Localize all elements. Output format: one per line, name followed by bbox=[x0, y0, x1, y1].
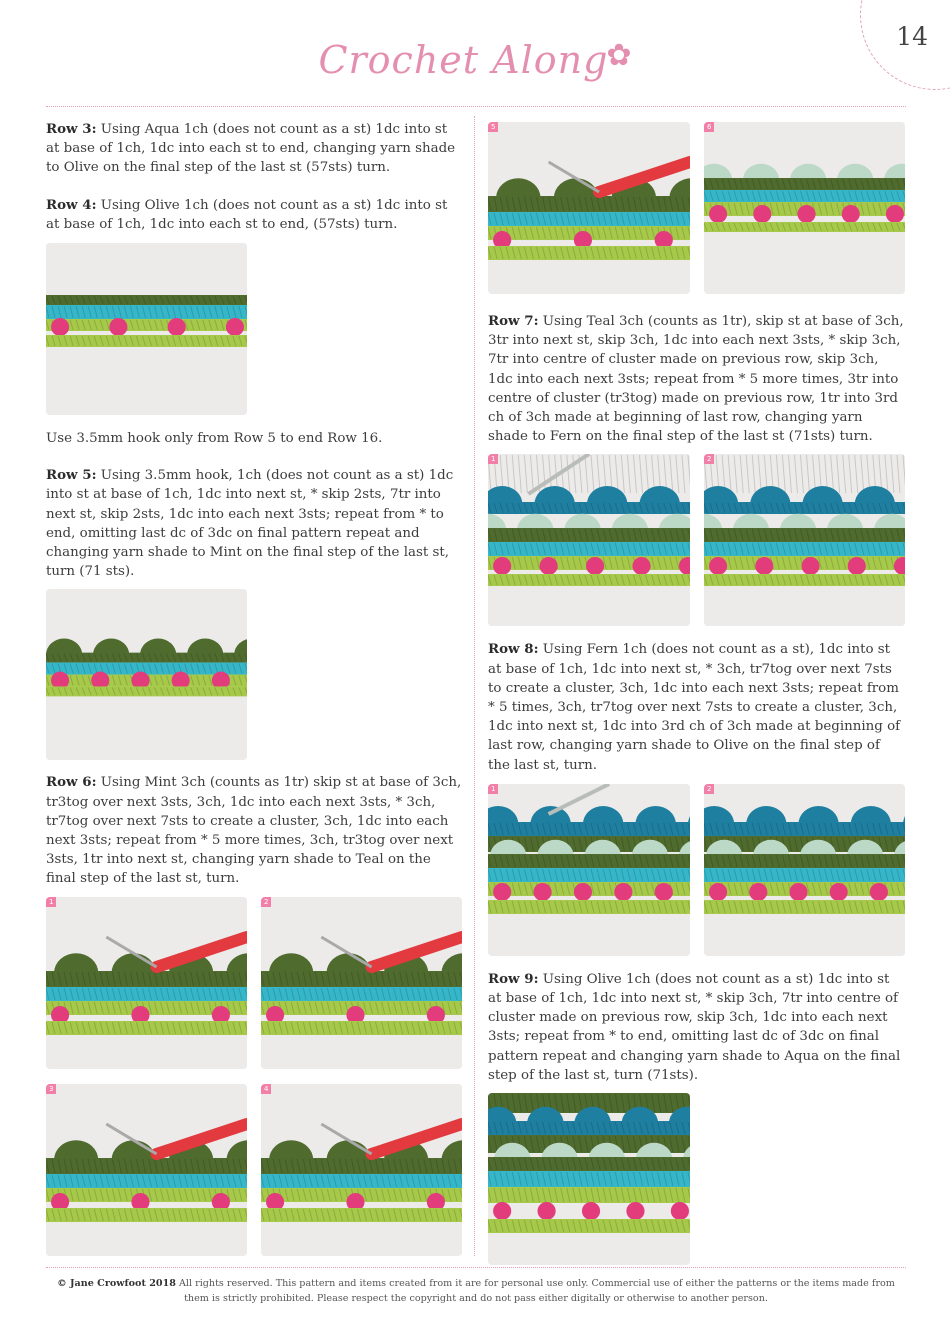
row5-instructions: Row 5: Using 3.5mm hook, 1ch (does not count as a st) 1dc into st at base of 1ch, 1dc into next st, * skip 2sts, 7tr into next st, skip 2sts, 1dc into each next 3sts; repeat from * to end, omitting last dc of 3dc on final pattern repeat and changing yarn shade to Mint on the final step of the last st, turn (71 sts). bbox=[46, 467, 454, 580]
row6-step-photo bbox=[46, 897, 247, 1069]
crochet-swatch-illustration bbox=[704, 454, 905, 626]
step-badge: 2 bbox=[261, 897, 271, 907]
row8-step-photo bbox=[704, 784, 905, 956]
row7-step-photo bbox=[488, 454, 690, 626]
crochet-swatch-illustration bbox=[704, 122, 905, 294]
crochet-swatch-illustration bbox=[704, 784, 905, 956]
row7-instructions: Row 7: Using Teal 3ch (counts as 1tr), skip st at base of 3ch, 3tr into next st, skip 3ch, 1dc into each next 3sts, * skip 3ch, 7tr into centre of cluster made on previous row, skip 3ch, 1dc into each next 3sts; repeat from * 5 more times, 3tr into centre of cluster (tr3tog) made on previous row, 1tr into 3rd ch of 3ch made at beginning of last row, changing yarn shade to Fern on the final step of the last st (71sts) turn. bbox=[488, 313, 904, 445]
crochet-swatch-illustration bbox=[488, 1093, 690, 1265]
row6-step-photo bbox=[488, 122, 690, 294]
row7-step-photo bbox=[704, 454, 905, 626]
row9-photo bbox=[488, 1093, 690, 1265]
step-badge: 1 bbox=[46, 897, 56, 907]
header-rule bbox=[46, 106, 906, 107]
step-badge: 1 bbox=[488, 784, 498, 794]
crochet-swatch-illustration bbox=[261, 1084, 462, 1256]
row6-step-photo bbox=[46, 1084, 247, 1256]
left-column bbox=[46, 120, 464, 1256]
crochet-swatch-illustration bbox=[488, 122, 690, 294]
row9-instructions: Row 9: Using Olive 1ch (does not count as a st) 1dc into st at base of 1ch, 1dc into next st, * skip 3ch, 7tr into centre of cluster made on previous row, skip 3ch, 1dc into each next 3sts; repeat from * to end, omitting last dc of 3dc on final pattern repeat and changing yarn shade to Aqua on the final step of the last st, turn (71sts). bbox=[488, 970, 901, 1083]
row3-instructions: Row 3: Using Aqua 1ch (does not count as a st) 1dc into st at base of 1ch, 1dc into each st to end, changing yarn shade to Olive on the final step of the last st (57sts) turn. bbox=[46, 121, 456, 176]
step-badge: 3 bbox=[46, 1084, 56, 1094]
row4-photo bbox=[46, 243, 247, 415]
step-badge: 2 bbox=[704, 784, 714, 794]
footer-copyright: © Jane Crowfoot 2018 bbox=[57, 1278, 176, 1289]
crochet-swatch-illustration bbox=[46, 243, 247, 415]
footer-rule bbox=[46, 1267, 906, 1268]
row6-step-photo bbox=[261, 1084, 462, 1256]
header bbox=[0, 38, 950, 82]
row4-instructions: Row 4: Using Olive 1ch (does not count as a st) 1dc into st at base of 1ch, 1dc into each st to end, (57sts) turn. bbox=[46, 196, 448, 232]
step-badge: 4 bbox=[261, 1084, 271, 1094]
row5-photo bbox=[46, 589, 247, 760]
crochet-swatch-illustration bbox=[488, 784, 690, 956]
right-column bbox=[488, 122, 906, 1265]
page-title: Crochet Along bbox=[318, 38, 609, 82]
crochet-swatch-illustration bbox=[488, 454, 690, 626]
flower-icon: ✿ bbox=[606, 38, 632, 73]
row6-instructions: Row 6: Using Mint 3ch (counts as 1tr) skip st at base of 3ch, tr3tog over next 3sts, 3ch, 1dc into each next 3sts, * 3ch, tr7tog over next 7sts to create a cluster, 3ch, 1dc into each next 3sts; repeat from * 5 more times, 3ch, tr3tog over next 3sts, 1tr into next st, changing yarn shade to Teal on the final step of the last st, turn. bbox=[46, 774, 462, 887]
crochet-swatch-illustration bbox=[46, 589, 247, 760]
footer-text: All rights reserved. This pattern and items created from it are for personal use only. Commercial use of either the patterns or the items made from them is strictly prohibited. Please respect the copyright and do not pass either digitally or otherwise to another person. bbox=[175, 1278, 895, 1304]
step-badge: 1 bbox=[488, 454, 498, 464]
crochet-swatch-illustration bbox=[261, 897, 462, 1069]
crochet-swatch-illustration bbox=[46, 1084, 247, 1256]
hook-note: Use 3.5mm hook only from Row 5 to end Row 16. bbox=[46, 431, 383, 447]
row6-step-photo bbox=[261, 897, 462, 1069]
row8-instructions: Row 8: Using Fern 1ch (does not count as a st), 1dc into st at base of 1ch, 1dc into next st, * 3ch, tr7tog over next 7sts to create a cluster, 3ch, 1dc into each next 3sts; repeat from * 5 times, 3ch, tr7tog over next 7sts to create a cluster, 3ch, 1dc into next st, 1dc into 3rd ch of 3ch made at beginning of last row, changing yarn shade to Olive on the final step of the last st, turn. bbox=[488, 641, 901, 773]
step-badge: 6 bbox=[704, 122, 714, 132]
step-badge: 2 bbox=[704, 454, 714, 464]
crochet-swatch-illustration bbox=[46, 897, 247, 1069]
row8-step-photo bbox=[488, 784, 690, 956]
page-number: 14 bbox=[896, 22, 928, 51]
footer bbox=[46, 1276, 906, 1306]
row6-step-photo bbox=[704, 122, 905, 294]
column-divider bbox=[474, 116, 475, 1256]
step-badge: 5 bbox=[488, 122, 498, 132]
